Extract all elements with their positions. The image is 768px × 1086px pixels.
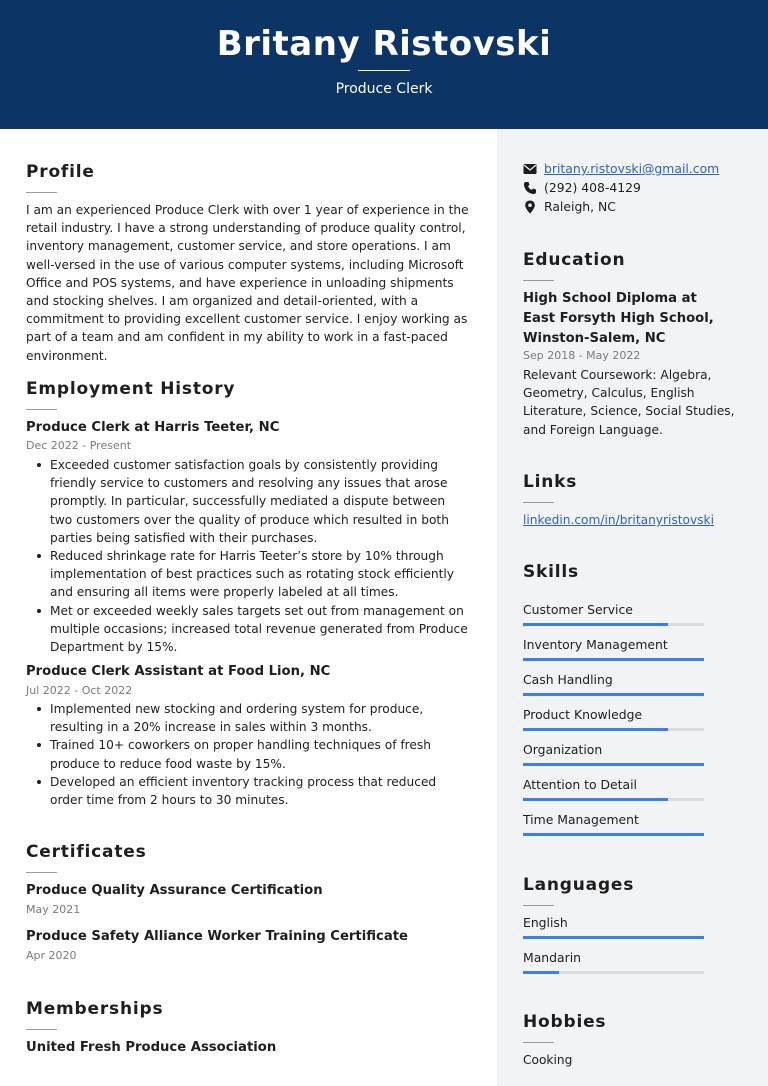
links-divider xyxy=(523,502,554,503)
job-bullets xyxy=(26,700,471,809)
skill-level-bar xyxy=(523,728,704,731)
language-level-fill xyxy=(523,936,704,939)
certificates-heading: Certificates xyxy=(26,842,147,862)
skill-name: Attention to Detail xyxy=(523,777,638,792)
phone-text: (292) 408-4129 xyxy=(544,180,641,195)
education-description: Relevant Coursework: Algebra, Geometry, Calculus, English Literature, Science, Social Studies, and Foreign Language. xyxy=(523,368,735,437)
certificate-name: Produce Quality Assurance Certification xyxy=(26,883,323,898)
skill-name: Inventory Management xyxy=(523,637,668,652)
hobby-item: Cooking xyxy=(523,1053,573,1067)
skill-level-bar xyxy=(523,658,704,661)
skills-heading: Skills xyxy=(523,562,579,582)
list-item: Developed an efficient inventory tracking process that reduced order time from 2 hours to 30 minutes. xyxy=(26,773,471,809)
hobbies-heading: Hobbies xyxy=(523,1012,607,1032)
membership-item: United Fresh Produce Association xyxy=(26,1040,277,1055)
candidate-name: Britany Ristovski xyxy=(216,24,552,64)
hobbies-divider xyxy=(523,1042,554,1043)
job-dates: Dec 2022 - Present xyxy=(26,439,132,452)
education-location: Winston-Salem, NC xyxy=(523,331,666,346)
education-school: East Forsyth High School, xyxy=(523,311,714,326)
memberships-divider xyxy=(26,1029,57,1030)
skill-level-bar xyxy=(523,623,704,626)
skill-level-fill xyxy=(523,693,704,696)
education-degree: High School Diploma at xyxy=(523,291,697,306)
skill-level-fill xyxy=(523,623,668,626)
languages-heading: Languages xyxy=(523,875,635,895)
education-heading: Education xyxy=(523,250,626,270)
links-heading: Links xyxy=(523,472,578,492)
skill-name: Time Management xyxy=(523,812,639,827)
skill-level-fill xyxy=(523,798,668,801)
phone-icon xyxy=(523,181,537,195)
language-level-bar xyxy=(523,971,704,974)
resume-header xyxy=(0,0,768,129)
skill-level-fill xyxy=(523,658,704,661)
skill-level-bar xyxy=(523,763,704,766)
language-level-fill xyxy=(523,971,559,974)
skill-name: Customer Service xyxy=(523,602,633,617)
skill-level-fill xyxy=(523,728,668,731)
profile-text: I am an experienced Produce Clerk with over 1 year of experience in the retail industry. I have a strong understanding of produce quality control, inventory management, customer service, and store operations. I am well-versed in the use of various computer systems, including Microsoft Office and POS systems, and have experience in unloading shipments and stocking shelves. I am organized and detail-oriented, with a commitment to providing excellent customer service. I enjoy working as part of a team and am confident in my ability to work in a fast-paced environment. xyxy=(26,203,469,363)
envelope-icon xyxy=(523,162,537,176)
language-name: English xyxy=(523,915,568,930)
job-title: Produce Clerk at Harris Teeter, NC xyxy=(26,420,280,435)
employment-divider xyxy=(26,409,57,410)
list-item: Exceeded customer satisfaction goals by consistently providing friendly service to customers and resolving any issues that arose promptly. In particular, successfully mediated a dispute between two customers over the quality of produce which resulted in both parties being satisfied with their purchases. xyxy=(26,456,471,547)
education-dates: Sep 2018 - May 2022 xyxy=(523,349,641,362)
certificate-name: Produce Safety Alliance Worker Training Certificate xyxy=(26,929,408,944)
skill-name: Cash Handling xyxy=(523,672,613,687)
email-link[interactable]: britany.ristovski@gmail.com xyxy=(544,161,720,176)
certificate-date: May 2021 xyxy=(26,903,81,916)
map-pin-icon xyxy=(523,200,537,214)
certificates-divider xyxy=(26,872,57,873)
languages-divider xyxy=(523,905,554,906)
candidate-role: Produce Clerk xyxy=(335,81,433,97)
employment-heading: Employment History xyxy=(26,379,236,399)
location-text: Raleigh, NC xyxy=(544,199,616,214)
memberships-heading: Memberships xyxy=(26,999,164,1019)
header-divider xyxy=(358,70,410,71)
linkedin-link[interactable]: linkedin.com/in/britanyristovski xyxy=(523,513,714,527)
job-dates: Jul 2022 - Oct 2022 xyxy=(26,684,133,697)
list-item: Trained 10+ coworkers on proper handling techniques of fresh produce to reduce food waste by 15%. xyxy=(26,736,471,772)
profile-divider xyxy=(26,192,57,193)
language-level-bar xyxy=(523,936,704,939)
language-name: Mandarin xyxy=(523,950,581,965)
job-bullets xyxy=(26,456,471,656)
profile-heading: Profile xyxy=(26,162,95,182)
list-item: Met or exceeded weekly sales targets set out from management on multiple occasions; increased total revenue generated from Produce Department by 15%. xyxy=(26,602,471,657)
skill-level-fill xyxy=(523,763,704,766)
skill-level-bar xyxy=(523,833,704,836)
list-item: Reduced shrinkage rate for Harris Teeter’s store by 10% through implementation of best practices such as rotating stock efficiently and ensuring all items were properly labeled at all times. xyxy=(26,547,471,602)
skill-level-bar xyxy=(523,693,704,696)
job-title: Produce Clerk Assistant at Food Lion, NC xyxy=(26,664,331,679)
list-item: Implemented new stocking and ordering system for produce, resulting in a 20% increase in sales within 3 months. xyxy=(26,700,471,736)
education-divider xyxy=(523,280,554,281)
certificate-date: Apr 2020 xyxy=(26,949,77,962)
skill-level-fill xyxy=(523,833,704,836)
skill-name: Product Knowledge xyxy=(523,707,643,722)
skill-name: Organization xyxy=(523,742,603,757)
skill-level-bar xyxy=(523,798,704,801)
